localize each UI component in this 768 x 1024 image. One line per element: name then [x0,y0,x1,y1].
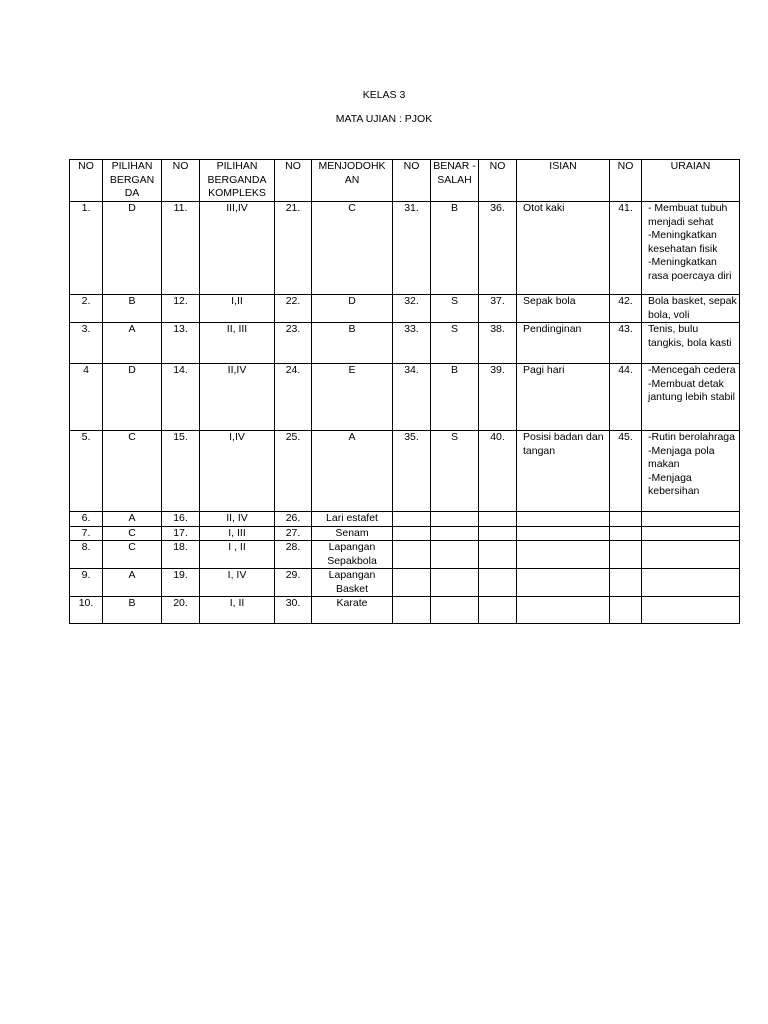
cell-no: 22. [275,295,312,323]
table-row [70,541,740,569]
cell-no [393,541,431,569]
cell-no: 39. [479,364,517,431]
cell-pilihan-kompleks: II,IV [200,364,275,431]
header-isian: ISIAN [517,160,610,202]
cell-no [479,526,517,541]
cell-no [479,541,517,569]
cell-no [610,526,642,541]
cell-no: 45. [610,431,642,512]
cell-no: 43. [610,323,642,364]
header-pilihan-kompleks: PILIHAN BERGANDA KOMPLEKS [200,160,275,202]
table-row [70,295,740,323]
cell-no: 21. [275,202,312,295]
cell-no: 16. [162,512,200,527]
cell-no: 14. [162,364,200,431]
cell-no: 10. [70,597,103,624]
cell-uraian: - Membuat tubuh menjadi sehat -Meningkatkan kesehatan fisik -Meningkatkan rasa poercaya diri [642,202,740,295]
cell-no: 27. [275,526,312,541]
cell-pilihan-ganda: D [103,202,162,295]
cell-uraian [642,541,740,569]
cell-no: 19. [162,569,200,597]
cell-uraian [642,597,740,624]
cell-no: 28. [275,541,312,569]
cell-no: 11. [162,202,200,295]
header-no: NO [162,160,200,202]
cell-no: 4 [70,364,103,431]
cell-no: 26. [275,512,312,527]
page-subtitle-subject: MATA UJIAN : PJOK [335,113,433,125]
cell-no: 18. [162,541,200,569]
table-row [70,597,740,624]
cell-no: 44. [610,364,642,431]
cell-pilihan-kompleks: I , II [200,541,275,569]
cell-no [393,597,431,624]
cell-pilihan-kompleks: II, III [200,323,275,364]
cell-menjodohkan: Lari estafet [312,512,393,527]
page-title-class: KELAS 3 [362,89,406,101]
cell-no: 29. [275,569,312,597]
cell-no [610,597,642,624]
cell-no: 36. [479,202,517,295]
header-no: NO [70,160,103,202]
table-row [70,512,740,527]
cell-pilihan-kompleks: I, II [200,597,275,624]
header-uraian: URAIAN [642,160,740,202]
cell-benar-salah [431,526,479,541]
cell-pilihan-kompleks: I, III [200,526,275,541]
cell-benar-salah [431,569,479,597]
cell-benar-salah: B [431,202,479,295]
cell-uraian: Tenis, bulu tangkis, bola kasti [642,323,740,364]
cell-no: 24. [275,364,312,431]
cell-pilihan-kompleks: I,IV [200,431,275,512]
cell-benar-salah: S [431,323,479,364]
table-row [70,202,740,295]
header-no: NO [610,160,642,202]
cell-uraian [642,512,740,527]
cell-pilihan-ganda: A [103,512,162,527]
header-no: NO [479,160,517,202]
cell-pilihan-ganda: A [103,569,162,597]
cell-no: 35. [393,431,431,512]
cell-no: 31. [393,202,431,295]
cell-menjodohkan: Karate [312,597,393,624]
cell-no: 41. [610,202,642,295]
cell-no: 20. [162,597,200,624]
cell-pilihan-ganda: C [103,431,162,512]
cell-isian [517,526,610,541]
cell-no: 9. [70,569,103,597]
header-no: NO [393,160,431,202]
answer-key-table [69,159,740,624]
cell-no: 42. [610,295,642,323]
table-row [70,431,740,512]
cell-isian [517,597,610,624]
cell-isian: Posisi badan dan tangan [517,431,610,512]
cell-menjodohkan: D [312,295,393,323]
cell-no [393,512,431,527]
table-row [70,569,740,597]
cell-menjodohkan: Lapangan Sepakbola [312,541,393,569]
cell-no: 15. [162,431,200,512]
cell-benar-salah: B [431,364,479,431]
cell-no [479,569,517,597]
cell-no: 13. [162,323,200,364]
cell-benar-salah [431,512,479,527]
cell-no [479,512,517,527]
cell-menjodohkan: E [312,364,393,431]
cell-no [610,512,642,527]
cell-isian: Otot kaki [517,202,610,295]
cell-pilihan-ganda: D [103,364,162,431]
cell-no: 5. [70,431,103,512]
cell-isian [517,569,610,597]
header-benar-salah: BENAR -SALAH [431,160,479,202]
cell-isian [517,512,610,527]
cell-menjodohkan: Lapangan Basket [312,569,393,597]
cell-no [610,569,642,597]
cell-pilihan-ganda: C [103,541,162,569]
cell-uraian [642,526,740,541]
header-no: NO [275,160,312,202]
cell-no: 38. [479,323,517,364]
cell-menjodohkan: Senam [312,526,393,541]
table-row [70,323,740,364]
cell-no [479,597,517,624]
table-header-row [70,160,740,202]
cell-no: 3. [70,323,103,364]
cell-isian [517,541,610,569]
cell-no: 34. [393,364,431,431]
cell-isian: Pendinginan [517,323,610,364]
cell-no: 25. [275,431,312,512]
cell-no [610,541,642,569]
cell-no: 8. [70,541,103,569]
cell-pilihan-ganda: A [103,323,162,364]
header-pilihan-ganda: PILIHAN BERGAN DA [103,160,162,202]
cell-no: 37. [479,295,517,323]
cell-no: 30. [275,597,312,624]
cell-no: 33. [393,323,431,364]
cell-pilihan-kompleks: III,IV [200,202,275,295]
cell-benar-salah [431,597,479,624]
cell-benar-salah: S [431,295,479,323]
cell-benar-salah [431,541,479,569]
cell-pilihan-kompleks: II, IV [200,512,275,527]
cell-no: 40. [479,431,517,512]
table-row [70,364,740,431]
cell-no [393,526,431,541]
cell-menjodohkan: C [312,202,393,295]
cell-no: 12. [162,295,200,323]
cell-no: 6. [70,512,103,527]
cell-pilihan-ganda: C [103,526,162,541]
cell-uraian [642,569,740,597]
cell-pilihan-ganda: B [103,597,162,624]
table-row [70,526,740,541]
cell-no: 32. [393,295,431,323]
cell-no: 7. [70,526,103,541]
cell-uraian: -Rutin berolahraga -Menjaga pola makan -Menjaga kebersihan [642,431,740,512]
cell-menjodohkan: B [312,323,393,364]
cell-menjodohkan: A [312,431,393,512]
cell-isian: Pagi hari [517,364,610,431]
header-menjodohkan: MENJODOHK AN [312,160,393,202]
cell-no: 23. [275,323,312,364]
cell-uraian: -Mencegah cedera -Membuat detak jantung lebih stabil [642,364,740,431]
cell-no [393,569,431,597]
cell-no: 17. [162,526,200,541]
cell-pilihan-kompleks: I,II [200,295,275,323]
cell-pilihan-kompleks: I, IV [200,569,275,597]
cell-no: 2. [70,295,103,323]
cell-uraian: Bola basket, sepak bola, voli [642,295,740,323]
cell-isian: Sepak bola [517,295,610,323]
table-body [70,202,740,624]
cell-benar-salah: S [431,431,479,512]
cell-pilihan-ganda: B [103,295,162,323]
cell-no: 1. [70,202,103,295]
